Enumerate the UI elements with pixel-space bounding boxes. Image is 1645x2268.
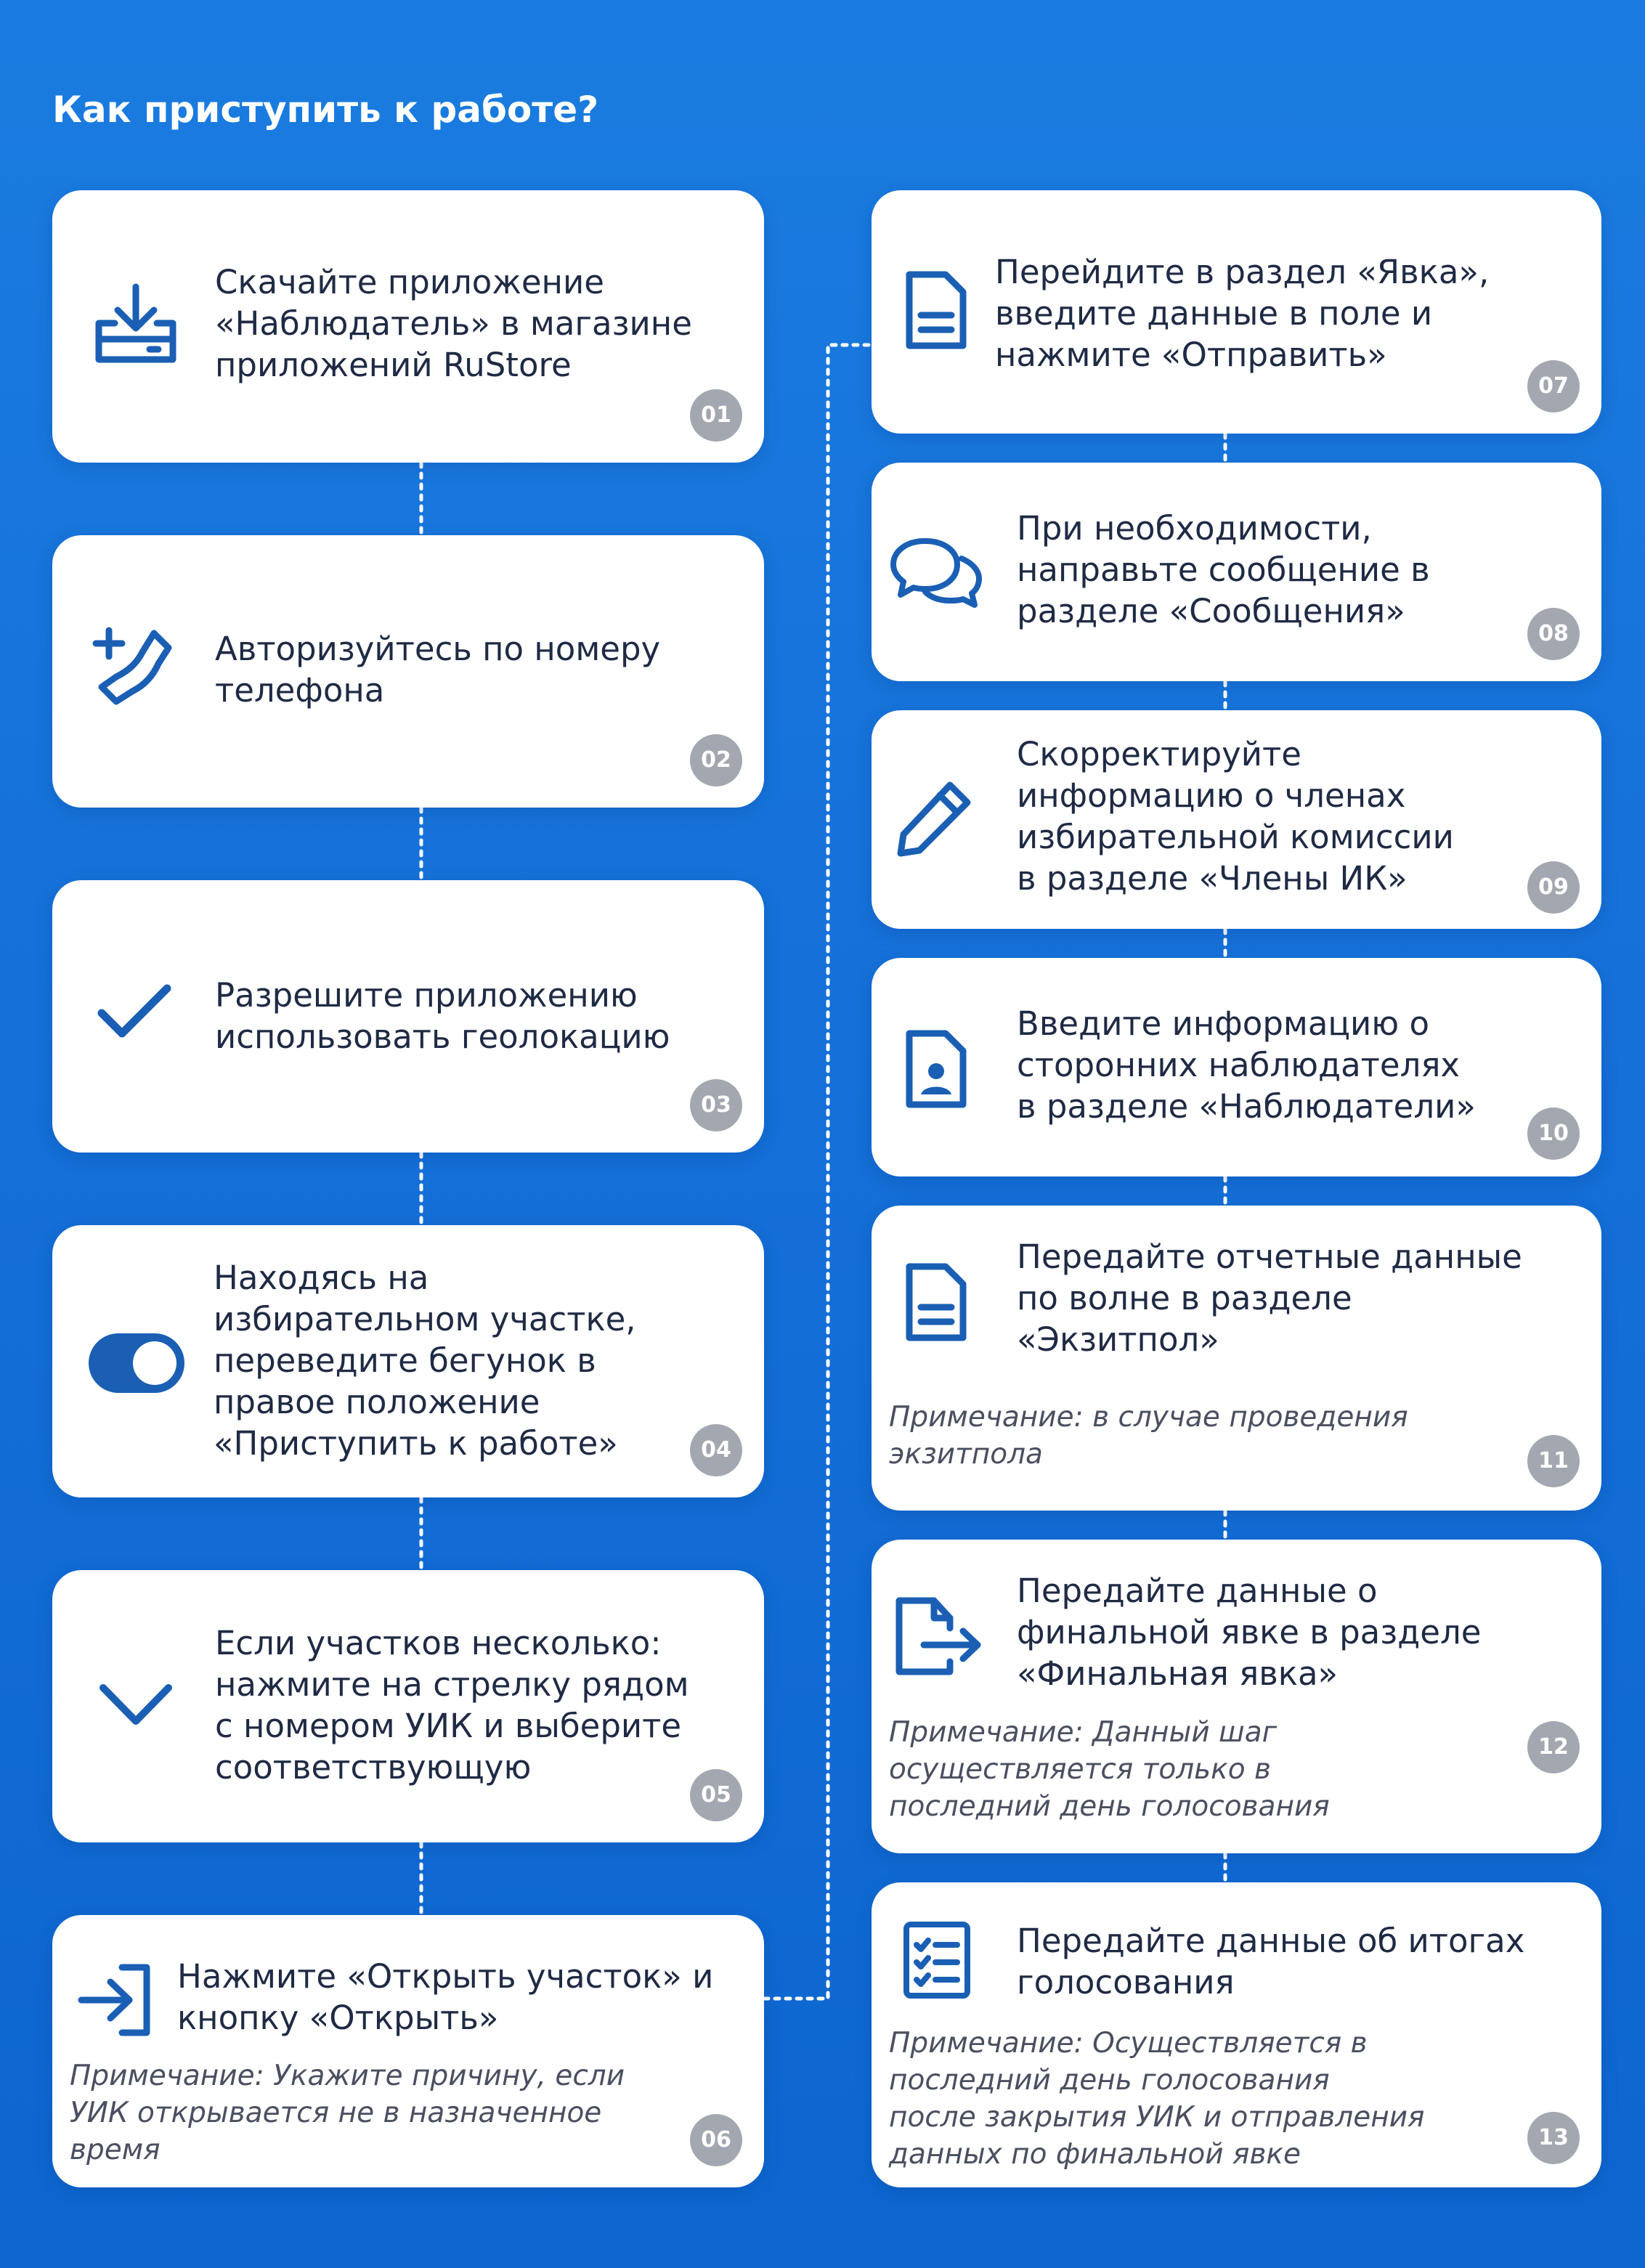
- phone-add-icon: [89, 626, 183, 713]
- person-document-icon: [903, 1029, 969, 1109]
- step-note: Примечание: в случае проведения экзитпола: [889, 1401, 1408, 1471]
- step-number-badge: 11: [1527, 1435, 1580, 1487]
- chat-bubbles-icon: [889, 535, 983, 608]
- step-text: Передайте отчетные данные по волне в разделе «Экзитпол»: [1017, 1237, 1522, 1359]
- step-text: Если участков несколько: нажмите на стрелку рядом с номером УИК и выберите соответствующую: [215, 1624, 689, 1787]
- step-number-badge: 12: [1527, 1721, 1580, 1773]
- download-icon: [89, 281, 183, 368]
- step-card-07: [872, 190, 1601, 434]
- file-export-icon: [892, 1596, 986, 1676]
- step-card-10: [872, 958, 1601, 1176]
- chevron-down-icon: [89, 1678, 183, 1736]
- step-card-13: [872, 1882, 1601, 2187]
- step-card-12: [872, 1540, 1601, 1853]
- step-number-badge: 02: [690, 734, 742, 787]
- step-card-02: [52, 535, 764, 808]
- step-note: Примечание: Осуществляется в последний день голосования после закрытия УИК и отправления данных по финальной явке: [889, 2027, 1425, 2171]
- step-text: Перейдите в раздел «Явка», введите данные в поле и нажмите «Отправить»: [995, 253, 1490, 374]
- step-text: Скорректируйте информацию о членах избирательной комиссии в разделе «Члены ИК»: [1017, 735, 1454, 898]
- step-number-badge: 06: [690, 2114, 742, 2166]
- step-card-03: [52, 880, 764, 1153]
- step-card-09: [872, 710, 1601, 929]
- step-text: Передайте данные о финальной явке в разделе «Финальная явка»: [1017, 1572, 1482, 1693]
- step-number-badge: 03: [690, 1079, 742, 1131]
- document-icon: [903, 270, 969, 350]
- step-text: Нажмите «Открыть участок» и кнопку «Открыть»: [177, 1957, 714, 2037]
- page-title: Как приступить к работе?: [52, 89, 599, 131]
- step-text: Введите информацию о сторонних наблюдателях в разделе «Наблюдатели»: [1017, 1004, 1476, 1126]
- checklist-icon: [901, 1920, 973, 2000]
- step-note: Примечание: Укажите причину, если УИК открывается не в назначенное время: [70, 2060, 625, 2166]
- step-card-05: [52, 1570, 764, 1842]
- toggle-icon: [86, 1330, 187, 1396]
- checkmark-icon: [89, 978, 183, 1051]
- step-text: Авторизуйтесь по номеру телефона: [215, 630, 661, 710]
- step-text: Скачайте приложение «Наблюдатель» в магазине приложений RuStore: [215, 263, 692, 384]
- step-text: Передайте данные об итогах голосования: [1017, 1922, 1525, 2001]
- step-card-06: [52, 1915, 764, 2187]
- step-number-badge: 09: [1527, 861, 1580, 914]
- pencil-icon: [893, 779, 973, 859]
- step-number-badge: 08: [1527, 608, 1580, 660]
- login-arrow-icon: [74, 1960, 161, 2040]
- step-card-01: [52, 190, 764, 463]
- step-number-badge: 05: [690, 1769, 742, 1821]
- step-number-badge: 07: [1527, 360, 1580, 412]
- report-document-icon: [903, 1262, 969, 1342]
- step-note: Примечание: Данный шаг осуществляется только в последний день голосования: [889, 1716, 1330, 1823]
- step-card-11: [872, 1206, 1601, 1511]
- step-text: Находясь на избирательном участке, переведите бегунок в правое положение «Приступить к работе»: [214, 1259, 636, 1463]
- step-number-badge: 10: [1527, 1107, 1580, 1160]
- step-number-badge: 01: [690, 389, 742, 442]
- step-number-badge: 04: [690, 1424, 742, 1476]
- step-text: Разрешите приложению использовать геолокацию: [215, 976, 670, 1056]
- step-card-04: [52, 1225, 764, 1497]
- step-card-08: [872, 463, 1601, 681]
- step-number-badge: 13: [1527, 2112, 1580, 2164]
- step-text: При необходимости, направьте сообщение в разделе «Сообщения»: [1017, 509, 1430, 630]
